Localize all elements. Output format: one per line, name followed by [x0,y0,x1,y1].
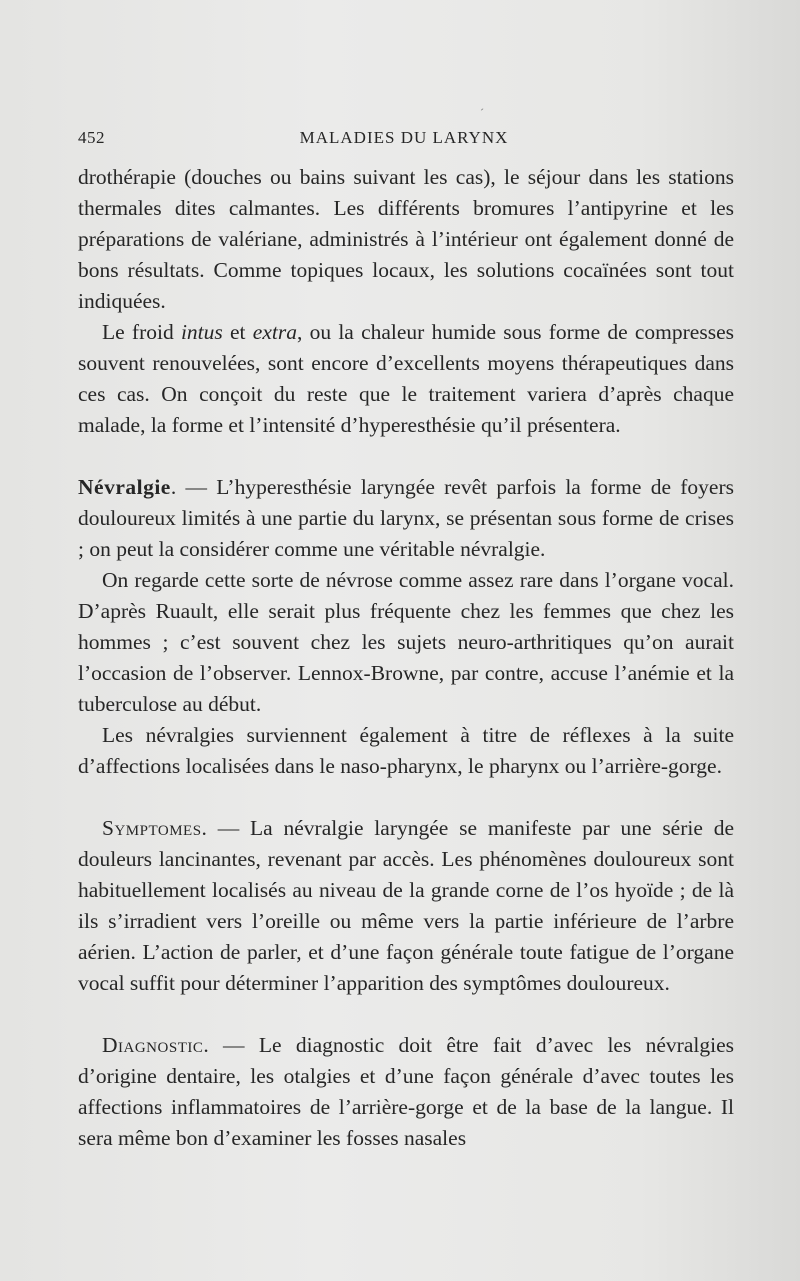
paragraph [78,1030,734,1154]
paragraph [78,813,734,999]
body-text [78,162,734,1154]
paragraph [78,472,734,565]
paragraph-gap [78,999,734,1030]
section-title: Diagnostic [102,1033,204,1057]
paragraph-text: . — La névralgie laryngée se manifeste par une série de douleurs lancinantes, revenant par accès. Les phénomènes douloureux sont habituellement localisés au niveau de la grande corne de l’os hyoïde ; de là ils s’irradient vers l’oreille ou même vers la partie inférieure de l’arbre aérien. L’action de parler, et d’une façon générale toute fatigue de l’organe vocal suffit pour déterminer l’apparition des symptômes douloureux. [78,816,734,995]
paragraph-text: Les névralgies surviennent également à titre de réflexes à la suite d’affections localisées dans le naso-pharynx, le pharynx ou l’arrière-gorge. [78,723,734,778]
paragraph [78,565,734,720]
paragraph-text: On regarde cette sorte de névrose comme assez rare dans l’organe vocal. D’après Ruault, elle serait plus fréquente chez les femmes que chez les hommes ; c’est souvent chez les sujets neuro-arthritiques qu’on aurait l’occasion de l’observer. Lennox-Browne, par contre, accuse l’anémie et la tuberculose au début. [78,568,734,716]
paragraph-gap [78,441,734,472]
paragraph-text: . — Le diagnostic doit être fait d’avec les névralgies d’origine dentaire, les otalgies et d’une façon générale d’avec toutes les affections inflammatoires de l’arrière-gorge et de la base de la langue. Il sera même bon d’examiner les fosses nasales [78,1033,734,1150]
section-title: Symptomes [102,816,202,840]
paragraph-text: et [222,320,253,344]
paragraph [78,720,734,782]
section-title: Névralgie [78,475,171,499]
paragraph-text: . — L’hyperesthésie laryngée revêt parfois la forme de foyers douloureux limités à une partie du larynx, se présentan sous forme de crises ; on peut la considérer comme une véritable névralgie. [78,475,734,561]
paragraph [78,162,734,317]
paragraph-text: drothérapie (douches ou bains suivant les cas), le séjour dans les stations thermales dites calmantes. Les différents bromures l’antipyrine et les préparations de valériane, administrés à l’intérieur ont également donné de bons résultats. Comme topiques locaux, les solutions cocaïnées sont tout indiquées. [78,165,734,313]
page-number: 452 [78,128,105,147]
paragraph [78,317,734,441]
ink-speck: ˊ [480,106,484,120]
italic-term: extra [252,320,297,344]
paragraph-text: , ou la chaleur humide sous forme de compresses souvent renouvelées, sont encore d’excellents moyens thérapeutiques dans ces cas. On conçoit du reste que le traitement variera d’après chaque malade, la forme et l’intensité d’hyperesthésie qu’il présentera. [78,320,734,437]
running-title: MALADIES DU LARYNX [299,128,509,147]
page-header [78,128,730,152]
paragraph-text: Le froid [102,320,181,344]
paragraph-gap [78,782,734,813]
italic-term: intus [180,320,223,344]
